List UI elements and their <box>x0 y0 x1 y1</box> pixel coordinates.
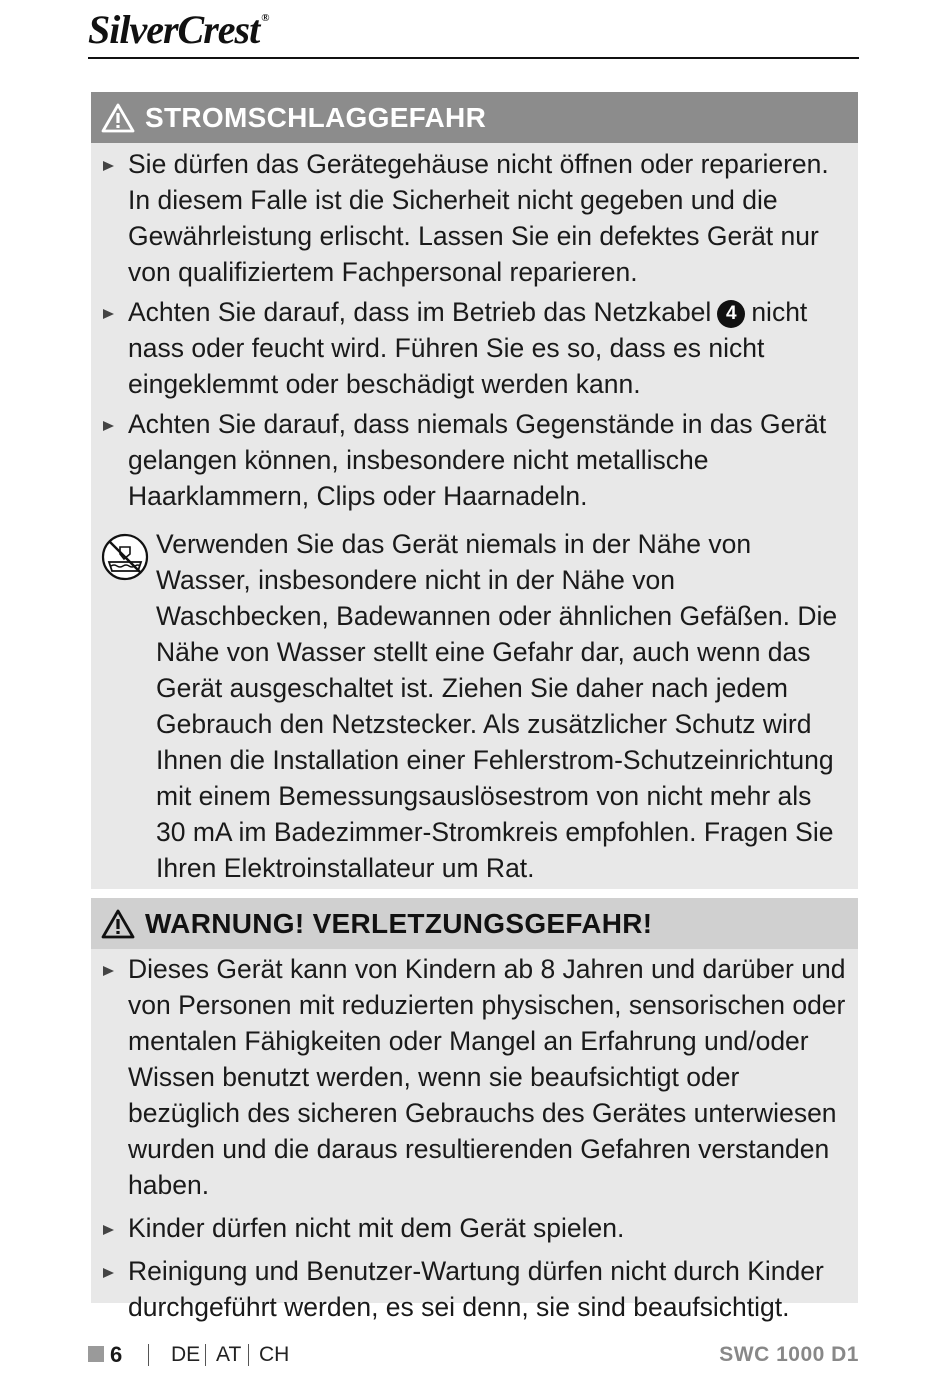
bullet-text: Sie dürfen das Gerätegehäuse nicht öffnen oder reparieren. In diesem Falle ist die Sicherheit nicht gegeben und die Gewährleistung erlischt. Lassen Sie ein defektes Gerät nur von qualifiziertem Fachpersonal reparieren. <box>128 149 829 287</box>
arrow-bullet-icon <box>103 421 114 431</box>
list-item <box>91 406 858 514</box>
brand-name: SilverCrest <box>88 7 260 52</box>
model-number: SWC 1000 D1 <box>719 1343 859 1366</box>
list-item <box>91 294 858 402</box>
arrow-bullet-icon <box>103 966 114 976</box>
water-warning-note <box>91 526 858 886</box>
section-title: STROMSCHLAGGEFAHR <box>145 101 487 133</box>
page-number: 6 <box>110 1342 123 1367</box>
warning-triangle-icon <box>101 103 135 133</box>
list-item <box>91 1253 858 1325</box>
list-item <box>91 951 858 1203</box>
bullet-text: Dieses Gerät kann von Kindern ab 8 Jahren und darüber und von Personen mit reduzierten physischen, sensorischen oder mentalen Fähigkeiten oder Mangel an Erfahrung und/oder Wissen benutzt werden, wenn sie beaufsichtigt oder bezüglich des sicheren Gebrauchs des Gerätes unterwiesen wurden und die daraus resultierenden Gefahren verstanden haben. <box>128 954 846 1200</box>
injury-warning-box <box>91 898 858 1322</box>
page-footer <box>88 1340 859 1370</box>
list-item <box>91 146 858 290</box>
arrow-bullet-icon <box>103 1225 114 1235</box>
header-rule <box>88 57 859 59</box>
no-water-icon <box>100 532 150 582</box>
language-label: DE <box>171 1343 201 1366</box>
bullet-text-part: nicht nass oder feucht wird. Führen Sie es so, dass es nicht eingeklemmt oder beschädigt werden kann. <box>128 297 808 399</box>
registered-mark: ® <box>261 12 269 24</box>
section-header <box>91 898 858 949</box>
footer-divider <box>148 1344 149 1366</box>
bullet-text-part: Achten Sie darauf, dass im Betrieb das Netzkabel <box>128 297 712 327</box>
bullet-text: Achten Sie darauf, dass niemals Gegenstände in das Gerät gelangen können, insbesondere nicht metallische Haarklammern, Clips oder Haarnadeln. <box>128 409 827 511</box>
language-label: AT <box>216 1343 242 1366</box>
footer-square-icon <box>88 1346 104 1362</box>
arrow-bullet-icon <box>103 161 114 171</box>
bullet-text <box>128 297 807 399</box>
footer-divider <box>205 1344 206 1366</box>
section-header <box>91 92 858 143</box>
note-text: Verwenden Sie das Gerät niemals in der Nähe von Wasser, insbesondere nicht in der Nähe von Waschbecken, Badewannen oder ähnlichen Gefäßen. Die Nähe von Wasser stellt eine Gefahr dar, auch wenn das Gerät ausgeschaltet ist. Ziehen Sie daher nach jedem Gebrauch den Netzstecker. Als zusätzlicher Schutz wird Ihnen die Installation einer Fehlerstrom-Schutzeinrichtung mit einem Bemessungsauslösestrom von nicht mehr als 30 mA im Badezimmer-Stromkreis empfohlen. Fragen Sie Ihren Elektroinstallateur um Rat. <box>156 529 838 883</box>
bullet-list <box>91 949 858 1325</box>
brand-logo <box>88 6 268 50</box>
bullet-text: Kinder dürfen nicht mit dem Gerät spielen. <box>128 1213 625 1243</box>
section-title: WARNUNG! VERLETZUNGSGEFAHR! <box>145 907 653 939</box>
arrow-bullet-icon <box>103 309 114 319</box>
bullet-text: Reinigung und Benutzer-Wartung dürfen nicht durch Kinder durchgeführt werden, es sei denn, sie sind beaufsichtigt. <box>128 1256 824 1322</box>
bullet-list <box>91 143 858 514</box>
electric-shock-warning-box <box>91 92 858 889</box>
list-item <box>91 1210 858 1246</box>
language-label: CH <box>259 1343 290 1366</box>
arrow-bullet-icon <box>103 1268 114 1278</box>
warning-triangle-icon <box>101 909 135 939</box>
footer-divider <box>248 1344 249 1366</box>
part-reference-badge: 4 <box>717 300 745 328</box>
